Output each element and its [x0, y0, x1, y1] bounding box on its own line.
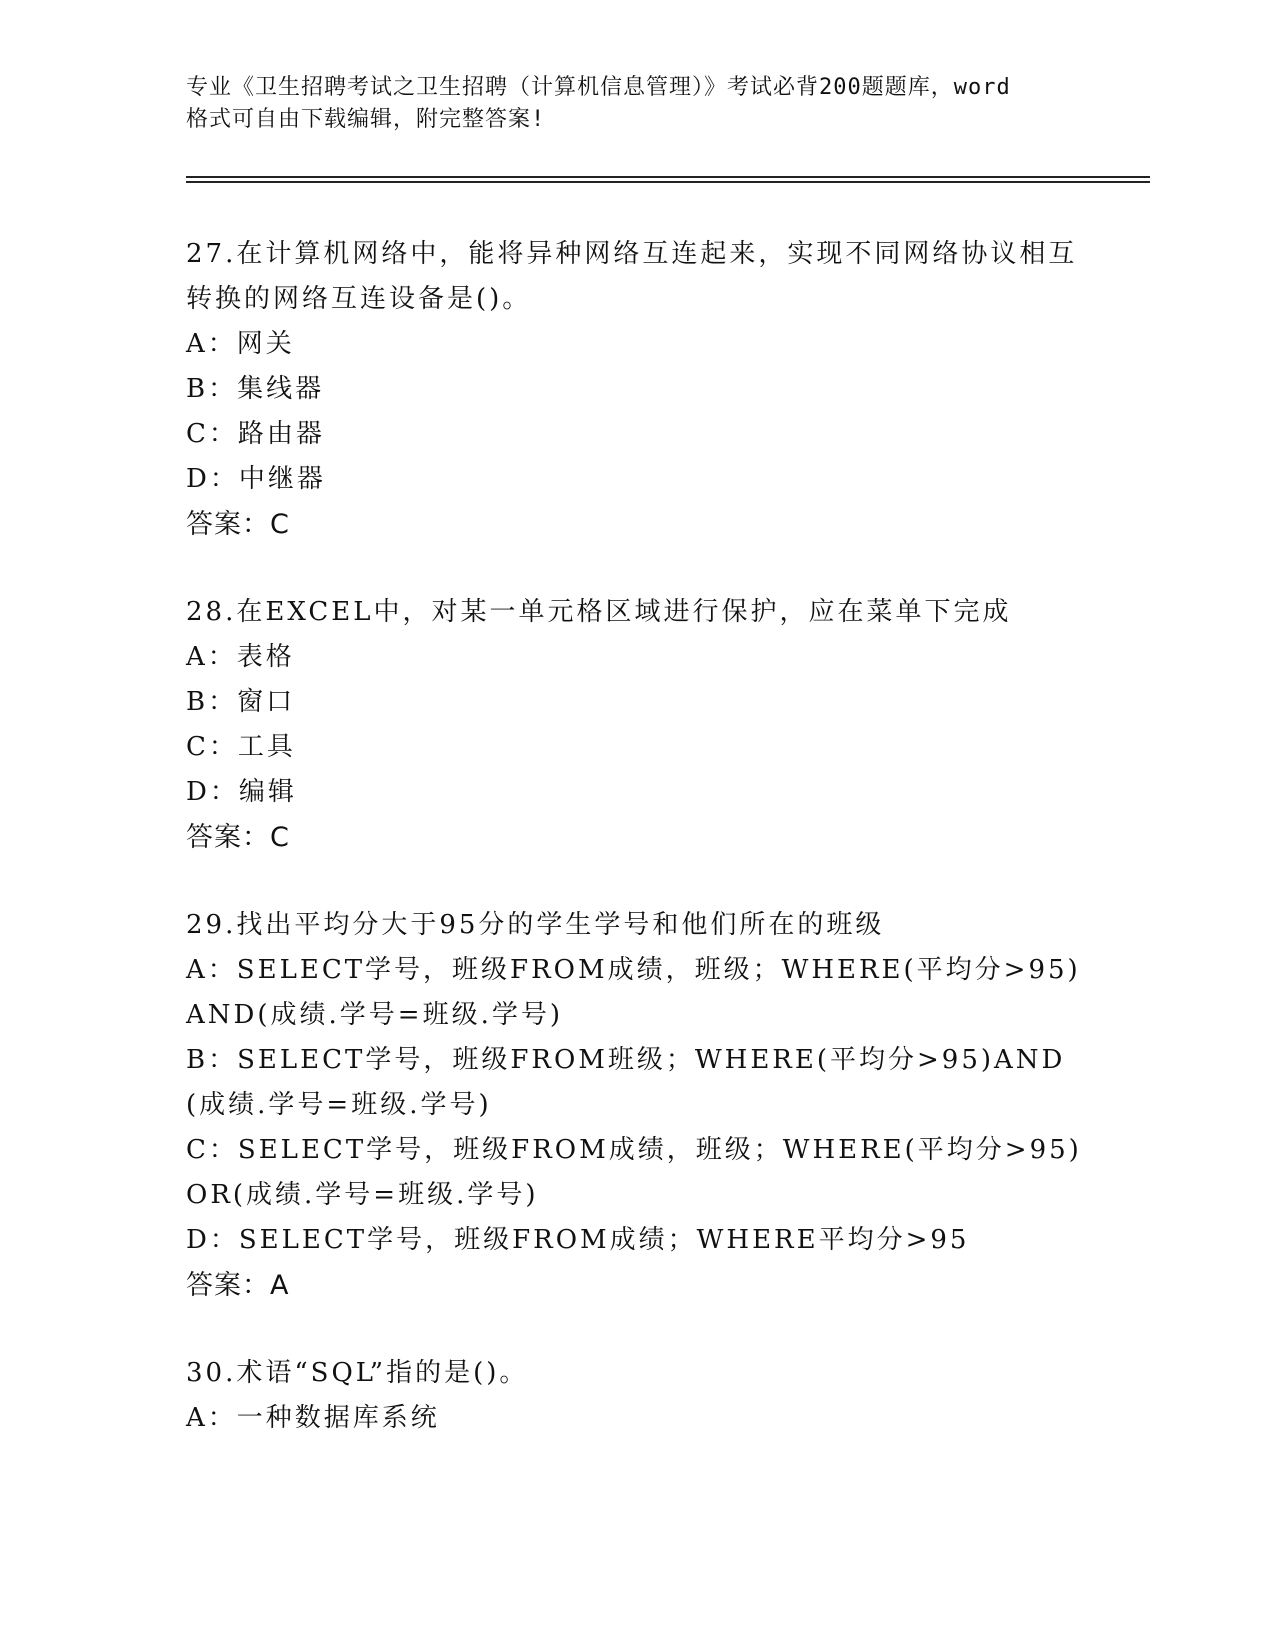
option-c: C：路由器 [186, 419, 325, 449]
question-stem: 27.在计算机网络中，能将异种网络互连起来，实现不同网络协议相互转换的网络互连设备是()。 [186, 239, 1078, 314]
header-line-2: 格式可自由下载编辑，附完整答案! [186, 107, 546, 132]
option-b: B：集线器 [186, 374, 325, 404]
question-29 [186, 903, 1096, 1308]
option-d: D：编辑 [186, 777, 297, 807]
option-b: B：窗口 [186, 687, 296, 717]
option-d: D：中继器 [186, 464, 326, 494]
header-divider-top [186, 176, 1150, 178]
option-a: A：网关 [186, 329, 295, 359]
question-stem: 28.在EXCEL中，对某一单元格区域进行保护，应在菜单下完成 [186, 597, 1012, 627]
header-divider-bottom [186, 181, 1150, 183]
option-b: B：SELECT学号，班级FROM班级；WHERE(平均分>95)AND(成绩.学号=班级.学号) [186, 1045, 1066, 1120]
question-30 [186, 1351, 1096, 1441]
option-c: C：工具 [186, 732, 296, 762]
header-line-1: 专业《卫生招聘考试之卫生招聘（计算机信息管理）》考试必背200题题库，word [186, 75, 1011, 100]
question-28 [186, 590, 1096, 860]
option-a: A：SELECT学号，班级FROM成绩，班级；WHERE(平均分>95)AND(成绩.学号=班级.学号) [186, 955, 1081, 1030]
document-header [186, 72, 1086, 136]
option-a: A：表格 [186, 642, 295, 672]
option-c: C：SELECT学号，班级FROM成绩，班级；WHERE(平均分>95)OR(成绩.学号=班级.学号) [186, 1135, 1082, 1210]
answer-label: 答案：C [186, 509, 290, 540]
question-list [186, 232, 1096, 1484]
option-a: A：一种数据库系统 [186, 1403, 440, 1433]
question-stem: 30.术语“SQL”指的是()。 [186, 1358, 529, 1388]
answer-label: 答案：A [186, 1270, 290, 1301]
answer-label: 答案：C [186, 822, 290, 853]
option-d: D：SELECT学号，班级FROM成绩；WHERE平均分>95 [186, 1225, 970, 1255]
question-stem: 29.找出平均分大于95分的学生学号和他们所在的班级 [186, 910, 885, 940]
question-27 [186, 232, 1096, 547]
